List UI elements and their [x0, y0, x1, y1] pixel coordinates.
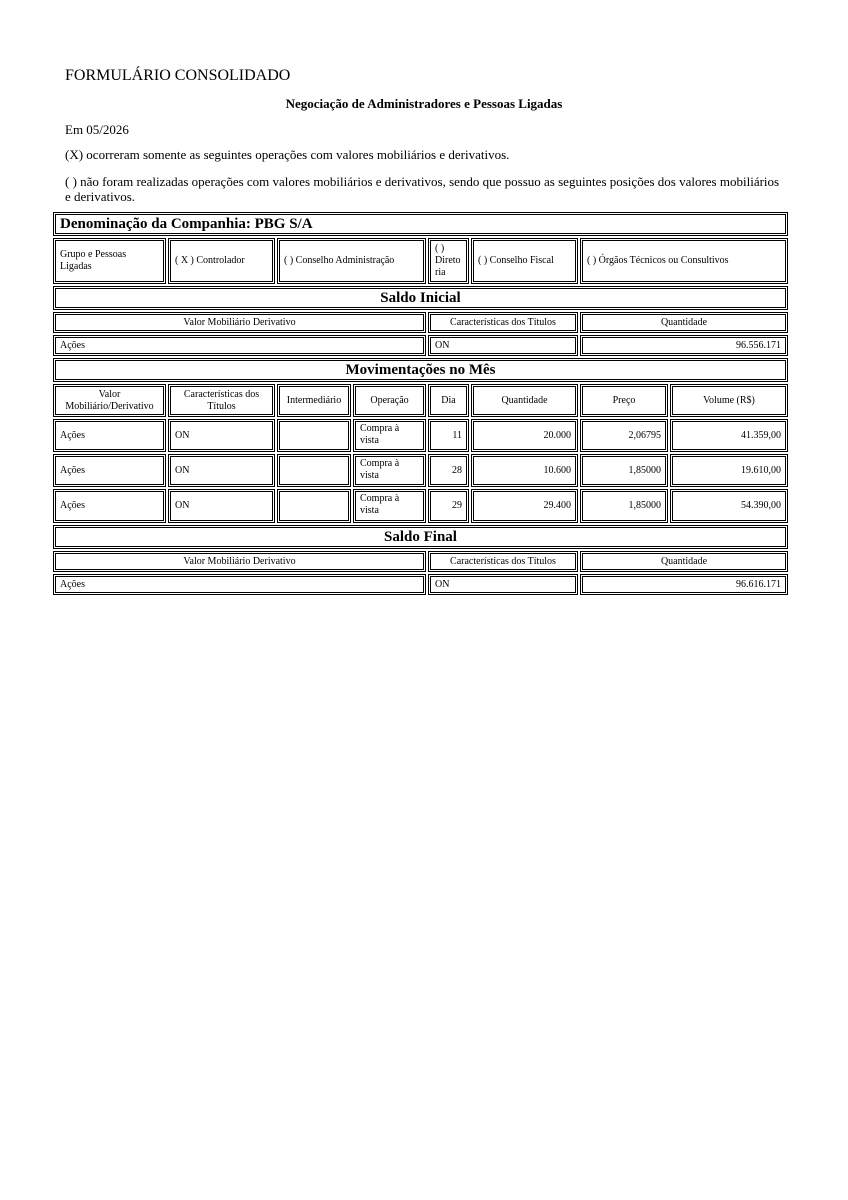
section-saldo-inicial: Saldo Inicial: [53, 286, 788, 310]
mov-row-1-operacao: Compra à vista: [353, 419, 426, 452]
group-diretoria: [428, 238, 469, 284]
mov-row-1-valor: Ações: [53, 419, 166, 452]
saldo-inicial-header-valor: Valor Mobiliário Derivativo: [53, 312, 426, 333]
saldo-final-header-quantidade: Quantidade: [580, 551, 788, 572]
reference-period: Em 05/2026: [65, 122, 129, 137]
mov-row-1-quantidade: 20.000: [471, 419, 578, 452]
saldo-final-header-caracteristicas: Características dos Títulos: [428, 551, 578, 572]
company-name: Denominação da Companhia: PBG S/A: [53, 212, 788, 236]
mov-row-3-valor: Ações: [53, 489, 166, 523]
mov-row-2-preco: 1,85000: [580, 454, 668, 487]
saldo-final-quantidade: 96.616.171: [580, 574, 788, 595]
mov-header-dia: Dia: [428, 384, 469, 417]
mov-header-preco: Preço: [580, 384, 668, 417]
group-conselho-administracao: ( ) Conselho Administração: [277, 238, 426, 284]
mov-header-volume: Volume (R$): [670, 384, 788, 417]
saldo-inicial-quantidade: 96.556.171: [580, 335, 788, 356]
mov-row-2-valor: Ações: [53, 454, 166, 487]
mov-row-3-dia: 29: [428, 489, 469, 523]
mov-row-3-volume: 54.390,00: [670, 489, 788, 523]
group-orgaos-tecnicos: ( ) Órgãos Técnicos ou Consultivos: [580, 238, 788, 284]
saldo-inicial-header-quantidade: Quantidade: [580, 312, 788, 333]
mov-row-1-caracteristicas: ON: [168, 419, 275, 452]
mov-row-3-operacao: Compra à vista: [353, 489, 426, 523]
saldo-final-valor: Ações: [53, 574, 426, 595]
saldo-inicial-header-caracteristicas: Características dos Títulos: [428, 312, 578, 333]
saldo-final-caracteristicas: ON: [428, 574, 578, 595]
group-diretoria-line1: ( ): [435, 243, 445, 254]
option-no-operations: ( ) não foram realizadas operações com valores mobiliários e derivativos, sendo que possuo as seguintes posições dos valores mobiliários e derivativos.: [65, 174, 780, 204]
mov-row-3-quantidade: 29.400: [471, 489, 578, 523]
mov-row-2-quantidade: 10.600: [471, 454, 578, 487]
mov-header-operacao: Operação: [353, 384, 426, 417]
saldo-inicial-valor: Ações: [53, 335, 426, 356]
group-controlador: ( X ) Controlador: [168, 238, 275, 284]
mov-row-1-dia: 11: [428, 419, 469, 452]
saldo-inicial-caracteristicas: ON: [428, 335, 578, 356]
mov-row-3-caracteristicas: ON: [168, 489, 275, 523]
group-label: Grupo e Pessoas Ligadas: [53, 238, 166, 284]
mov-header-valor: Valor Mobiliário/Derivativo: [53, 384, 166, 417]
mov-row-3-intermediario: [277, 489, 351, 523]
mov-header-caracteristicas: Características dos Títulos: [168, 384, 275, 417]
mov-row-2-caracteristicas: ON: [168, 454, 275, 487]
group-diretoria-line2: Direto: [435, 255, 461, 266]
mov-header-quantidade: Quantidade: [471, 384, 578, 417]
mov-row-2-operacao: Compra à vista: [353, 454, 426, 487]
mov-row-2-intermediario: [277, 454, 351, 487]
mov-row-2-volume: 19.610,00: [670, 454, 788, 487]
group-diretoria-line3: ria: [435, 267, 446, 278]
mov-row-2-dia: 28: [428, 454, 469, 487]
section-saldo-final: Saldo Final: [53, 525, 788, 549]
saldo-final-header-valor: Valor Mobiliário Derivativo: [53, 551, 426, 572]
form-subtitle: Negociação de Administradores e Pessoas Ligadas: [285, 96, 563, 111]
mov-row-1-preco: 2,06795: [580, 419, 668, 452]
mov-header-intermediario: Intermediário: [277, 384, 351, 417]
mov-row-1-volume: 41.359,00: [670, 419, 788, 452]
form-title: FORMULÁRIO CONSOLIDADO: [65, 67, 291, 84]
mov-row-3-preco: 1,85000: [580, 489, 668, 523]
section-movimentacoes: Movimentações no Mês: [53, 358, 788, 382]
mov-row-1-intermediario: [277, 419, 351, 452]
option-operations-occurred: (X) ocorreram somente as seguintes operações com valores mobiliários e derivativos.: [65, 147, 510, 162]
group-conselho-fiscal: ( ) Conselho Fiscal: [471, 238, 578, 284]
